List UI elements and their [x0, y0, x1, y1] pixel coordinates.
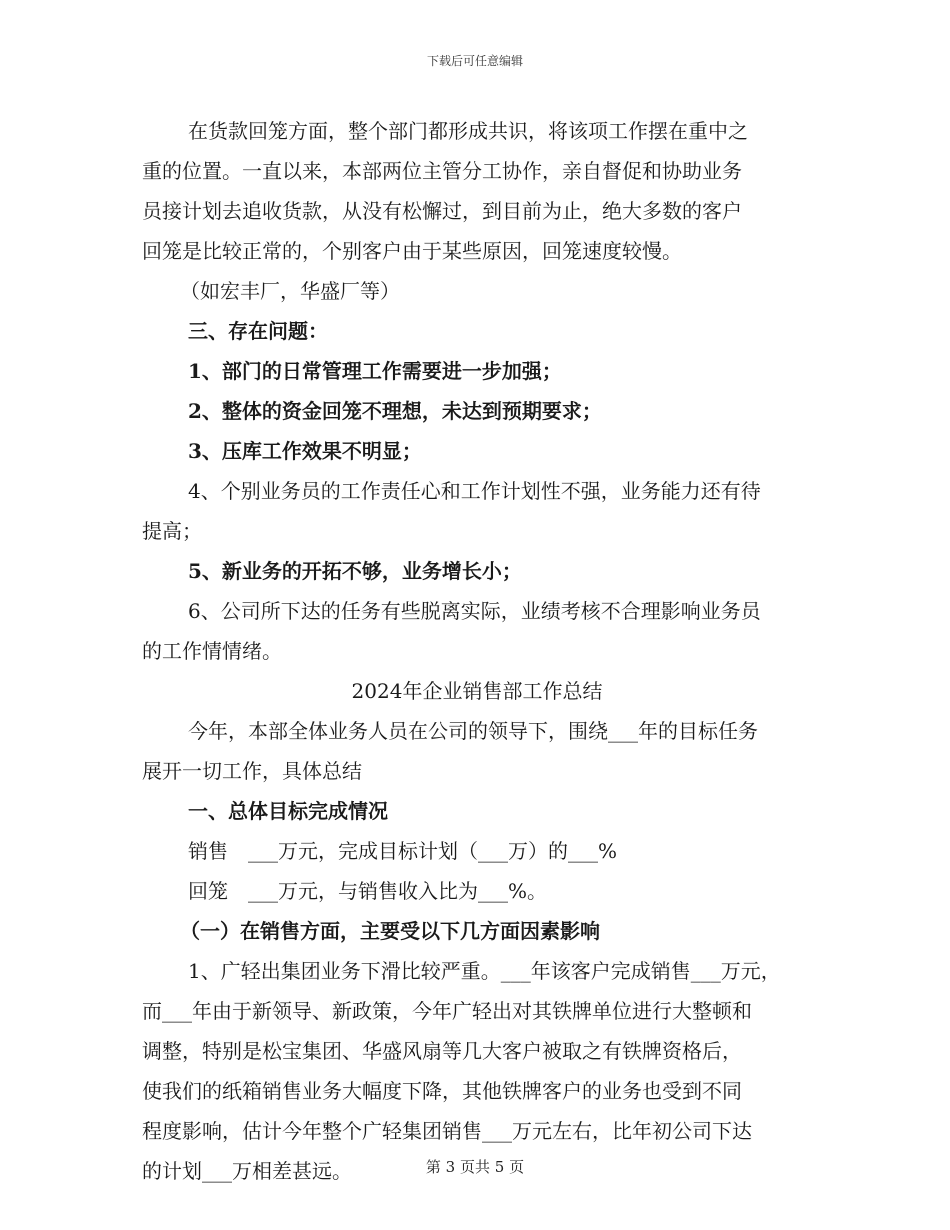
page-header-note: 下载后可任意编辑 — [426, 54, 523, 68]
text-line: 提高； — [142, 519, 202, 543]
text-line: 的计划___万相差甚远。 — [142, 1159, 352, 1183]
text-line: 1、部门的日常管理工作需要进一步加强； — [188, 359, 562, 383]
page-footer-number: 第 3 页共 5 页 — [425, 1158, 525, 1176]
text-line: 而___年由于新领导、新政策，今年广轻出对其铁牌单位进行大整顿和 — [142, 999, 752, 1023]
text-line: 在货款回笼方面，整个部门都形成共识，将该项工作摆在重中之 — [188, 119, 748, 143]
section-title: 2024年企业销售部工作总结 — [351, 679, 603, 703]
text-line: 员接计划去追收货款，从没有松懈过，到目前为止，绝大多数的客户 — [142, 199, 742, 223]
text-line: 程度影响，估计今年整个广轻集团销售___万元左右，比年初公司下达 — [142, 1119, 752, 1143]
document-body — [142, 108, 812, 1188]
text-line: 展开一切工作，具体总结 — [142, 759, 362, 783]
text-line: 5、新业务的开拓不够，业务增长小； — [188, 559, 522, 583]
text-line: （一）在销售方面，主要受以下几方面因素影响 — [180, 919, 600, 943]
text-line: 今年，本部全体业务人员在公司的领导下，围绕___年的目标任务 — [188, 719, 758, 743]
text-line: 三、存在问题： — [188, 319, 328, 343]
text-line: 回笼 ___万元，与销售收入比为___%。 — [188, 879, 548, 903]
text-line: 一、总体目标完成情况 — [188, 799, 388, 823]
text-line: 销售 ___万元，完成目标计划（___万）的___% — [188, 839, 618, 863]
text-line: 1、广轻出集团业务下滑比较严重。___年该客户完成销售___万元， — [188, 959, 781, 983]
text-line: （如宏丰厂，华盛厂等） — [180, 279, 400, 303]
text-line: 2、整体的资金回笼不理想，未达到预期要求； — [188, 399, 602, 423]
text-line: 重的位置。一直以来，本部两位主管分工协作，亲自督促和协助业务 — [142, 159, 742, 183]
text-line: 4、个别业务员的工作责任心和工作计划性不强，业务能力还有待 — [188, 479, 761, 503]
text-line: 调整，特别是松宝集团、华盛风扇等几大客户被取之有铁牌资格后， — [142, 1039, 742, 1063]
text-line: 的工作情情绪。 — [142, 639, 282, 663]
text-line: 回笼是比较正常的，个别客户由于某些原因，回笼速度较慢。 — [142, 239, 682, 263]
text-line: 6、公司所下达的任务有些脱离实际，业绩考核不合理影响业务员 — [188, 599, 761, 623]
text-line: 使我们的纸箱销售业务大幅度下降，其他铁牌客户的业务也受到不同 — [142, 1079, 742, 1103]
text-line: 3、压库工作效果不明显； — [188, 439, 422, 463]
